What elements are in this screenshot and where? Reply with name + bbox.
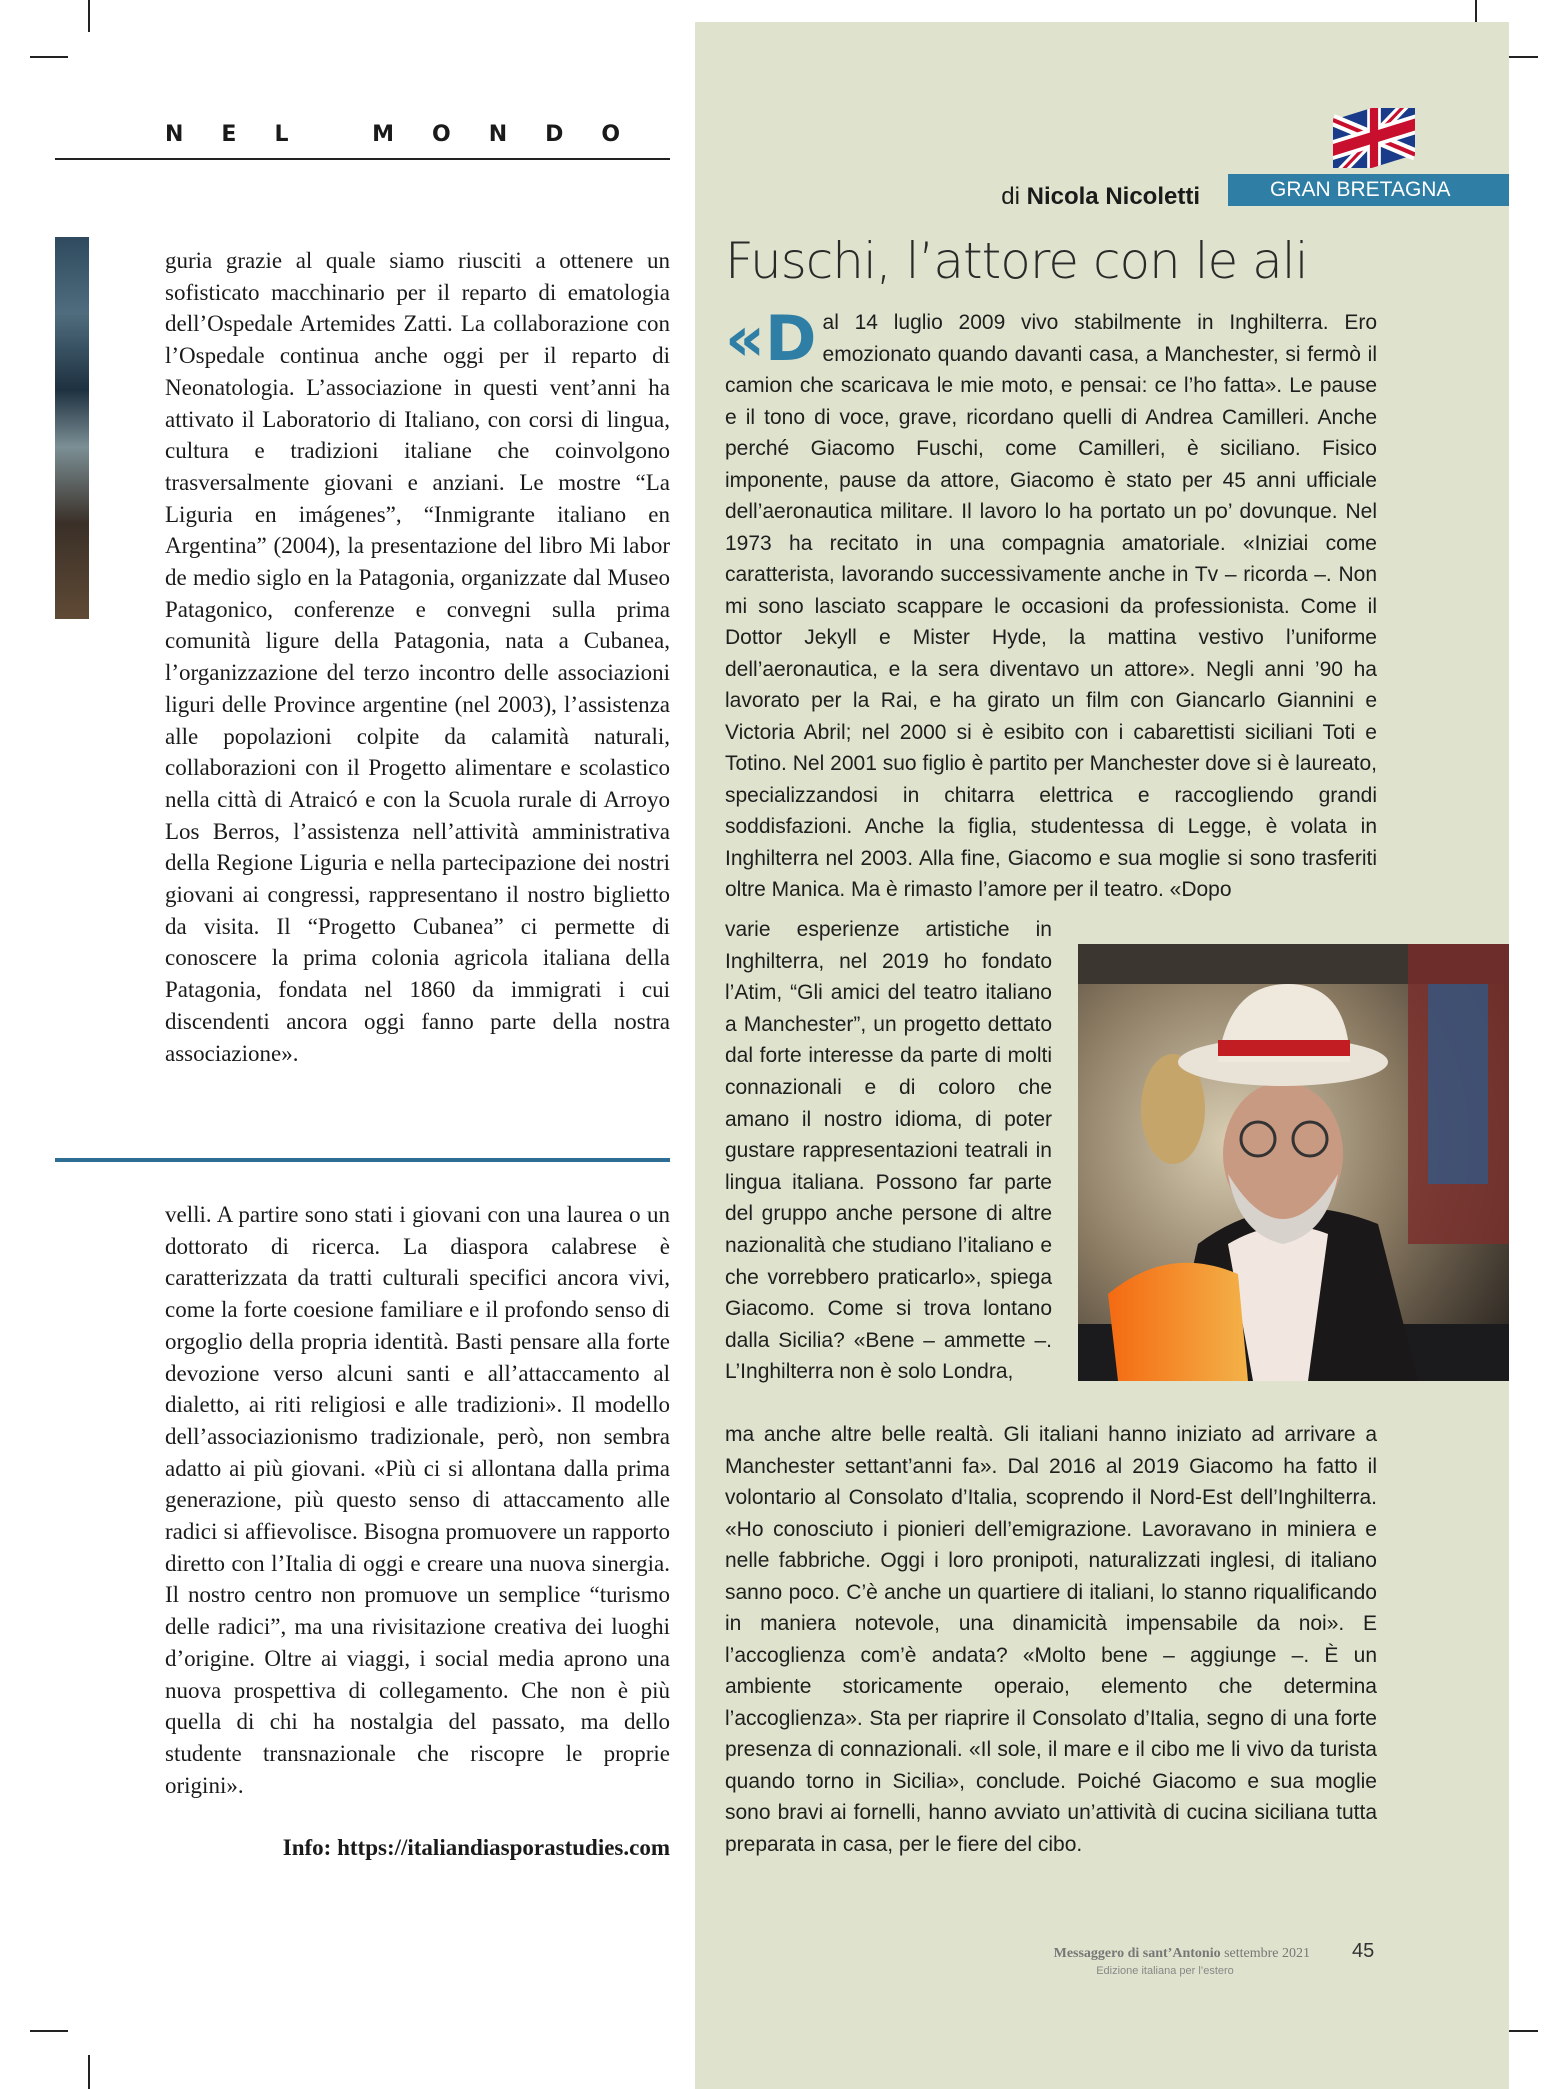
- left-article-text-2: velli. A partire sono stati i giovani con una laurea o un dottorato di ricerca. La diaspora calabrese è caratterizzata da tratti culturali specifici ancora vivi, come la forte coesione familiare e il profondo senso di orgoglio della propria identità. Basti pensare alla forte devozione verso alcuni santi e all’attaccamento al dialetto, ai riti religiosi e alle tradizioni». Il modello dell’associazionismo tradizionale, però, non sembra adatto ai più giovani. «Più ci si allontana dalla prima generazione, più questo senso di attaccamento alle radici si affievolisce. Bisogna promuovere un rapporto diretto con l’Italia di oggi e creare una nuova sinergia. Il nostro centro non promuove un semplice “turismo delle radici”, ma una rivisitazione creativa dei luoghi d’origine. Oltre ai viaggi, i social media aprono una nuova prospettiva di collegamento. Che non è più quella di chi ha nostalgia del passato, ma dello studente transnazionale che riscopre le proprie origini».: [165, 1202, 670, 1798]
- article-body-narrow: varie esperienze artistiche in Inghilterra, nel 2019 ho fondato l’Atim, “Gli amici del teatro italiano a Manchester”, un progetto dettato dal forte interesse da parte di molti connazionali e di coloro che amano il nostro idioma, di poter gustare rappresentazioni teatrali in lingua italiana. Possono far parte del gruppo anche persone di altre nazionalità che studiano l’italiano e che vorrebbero praticarlo», spiega Giacomo. Come si trova lontano dalla Sicilia? «Bene – ammette –. L’Inghilterra non è solo Londra,: [725, 918, 1052, 1384]
- magazine-name: Messaggero di sant’Antonio: [1053, 1946, 1221, 1961]
- crop-mark: [30, 56, 68, 58]
- byline: [930, 180, 1200, 214]
- union-jack-flag-icon: [1333, 108, 1415, 168]
- left-article-column-bottom: [165, 1199, 670, 1801]
- article-body-top: [725, 302, 1377, 906]
- issue-date: settembre 2021: [1224, 1946, 1310, 1961]
- page-number: 45: [1352, 1940, 1375, 1962]
- crop-mark: [88, 0, 90, 32]
- author-name: Nicola Nicoletti: [1026, 183, 1200, 210]
- crop-mark: [30, 2030, 68, 2032]
- info-link[interactable]: Info: https://italiandiasporastudies.com: [282, 1835, 670, 1860]
- edition-note: Edizione italiana per l’estero: [1096, 1965, 1234, 1977]
- left-article-text: guria grazie al quale siamo riusciti a ottenere un sofisticato macchinario per il reparto di ematologia dell’Ospedale Artemides Zatti. La collaborazione con l’Ospedale continua anche oggi per il reparto di Neonatologia. L’associazione in questi vent’anni ha attivato il Laboratorio di Italiano, con corsi di lingua, cultura e tradizioni italiane che coinvolgono trasversalmente giovani e anziani. Le mostre “La Liguria en imágenes”, “Inmigrante italiano en Argentina” (2004), la presentazione del libro Mi labor de medio siglo en la Patagonia, organizzate dal Museo Patagonico, conferenze e convegni sulla prima comunità ligure della Patagonia, nata a Cubanea, l’organizzazione del terzo incontro delle associazioni liguri delle Province argentine (nel 2003), l’assistenza alle popolazioni colpite da calamità naturali, collaborazioni con il Progetto alimentare e scolastico nella città di Atraicó e con la Scuola rurale di Arroyo Los Berros, l’assistenza nell’attività amministrativa della Regione Liguria e nella partecipazione dei nostri giovani ai congressi, rappresentano il nostro biglietto da visita. Il “Progetto Cubanea” ci permette di conoscere la prima colonia agricola italiana della Patagonia, fondata nel 1860 da immigrati i cui discendenti ancora oggi fanno parte della nostra associazione».: [165, 248, 670, 1066]
- byline-prefix: di: [1001, 183, 1020, 210]
- article-text-top: al 14 luglio 2009 vivo stabilmente in Inghilterra. Ero emozionato quando davanti casa, a Manchester, si fermò il camion che scaricava le mie moto, e pensai: ce l’ho fatta». Le pause e il tono di voce, grave, ricordano quelli di Andrea Camilleri. Anche perché Giacomo Fuschi, come Camilleri, è siciliano. Fisico imponente, pause da attore, Giacomo è stato per 45 anni ufficiale dell’aeronautica militare. Il lavoro lo ha portato un po’ dovunque. Nel 1973 ha recitato in una compagnia amatoriale. «Iniziai come caratterista, lavorando successivamente anche in Tv – ricorda –. Non mi sono lasciato scappare le occasioni da professionista. Come il Dottor Jekyll e Mister Hyde, la mattina vestivo l’uniforme dell’aeronautica, e la sera diventavo un attore». Negli anni ’90 ha lavorato per la Rai, e ha girato un film con Giancarlo Giannini e Victoria Abril; nel 2000 si è esibito con i cabarettisti siciliani Toti e Totino. Nel 2001 suo figlio è partito per Manchester dove si è laureato, specializzandosi in chitarra elettrica e raccogliendo grandi soddisfazioni. Anche la figlia, studentessa di Legge, è volata in Inghilterra nel 2003. Alla fine, Giacomo e sua moglie si sono trasferiti oltre Manica. Ma è rimasto l’amore per il teatro. «Dopo: [725, 311, 1377, 901]
- cropped-photo-strip: [55, 237, 89, 619]
- section-divider: [55, 1158, 670, 1162]
- article-body-bottom: ma anche altre belle realtà. Gli italiani hanno iniziato ad arrivare a Manchester settant’anni fa». Dal 2016 al 2019 Giacomo ha fatto il volontario al Consolato d’Italia, scoprendo il Nord-Est dell’Inghilterra. «Ho conosciuto i pionieri dell’emigrazione. Lavoravano in miniera e nelle fabbriche. Oggi i loro pronipoti, naturalizzati inglesi, di italiano sanno poco. C’è anche un quartiere di italiani, lo stanno riqualificando in maniera notevole, una dinamicità impensabile da noi». E l’accoglienza com’è andata? «Molto bene – aggiunge –. È un ambiente storicamente operaio, elemento che determina l’accoglienza». Sta per riaprire il Consolato d’Italia, segno di una forte presenza di connazionali. «Il sole, il mare e il cibo me li vivo da turista quando torno in Sicilia», conclude. Poiché Giacomo e sua moglie sono bravi ai fornelli, hanno avviato un’attività di cucina siciliana tutta preparata in casa, per le fiere del cibo.: [725, 1423, 1377, 1856]
- left-article-column-top: [165, 245, 670, 1069]
- portrait-photo: [1078, 944, 1509, 1381]
- section-title: NEL MONDO: [165, 122, 659, 147]
- footer-publication: [1020, 1946, 1310, 1962]
- dropcap: «D: [725, 302, 817, 375]
- crop-mark: [88, 2055, 90, 2089]
- country-badge: GRAN BRETAGNA: [1228, 174, 1509, 206]
- header-rule: [55, 158, 670, 160]
- article-headline: Fuschi, l’attore con le ali: [725, 232, 1308, 290]
